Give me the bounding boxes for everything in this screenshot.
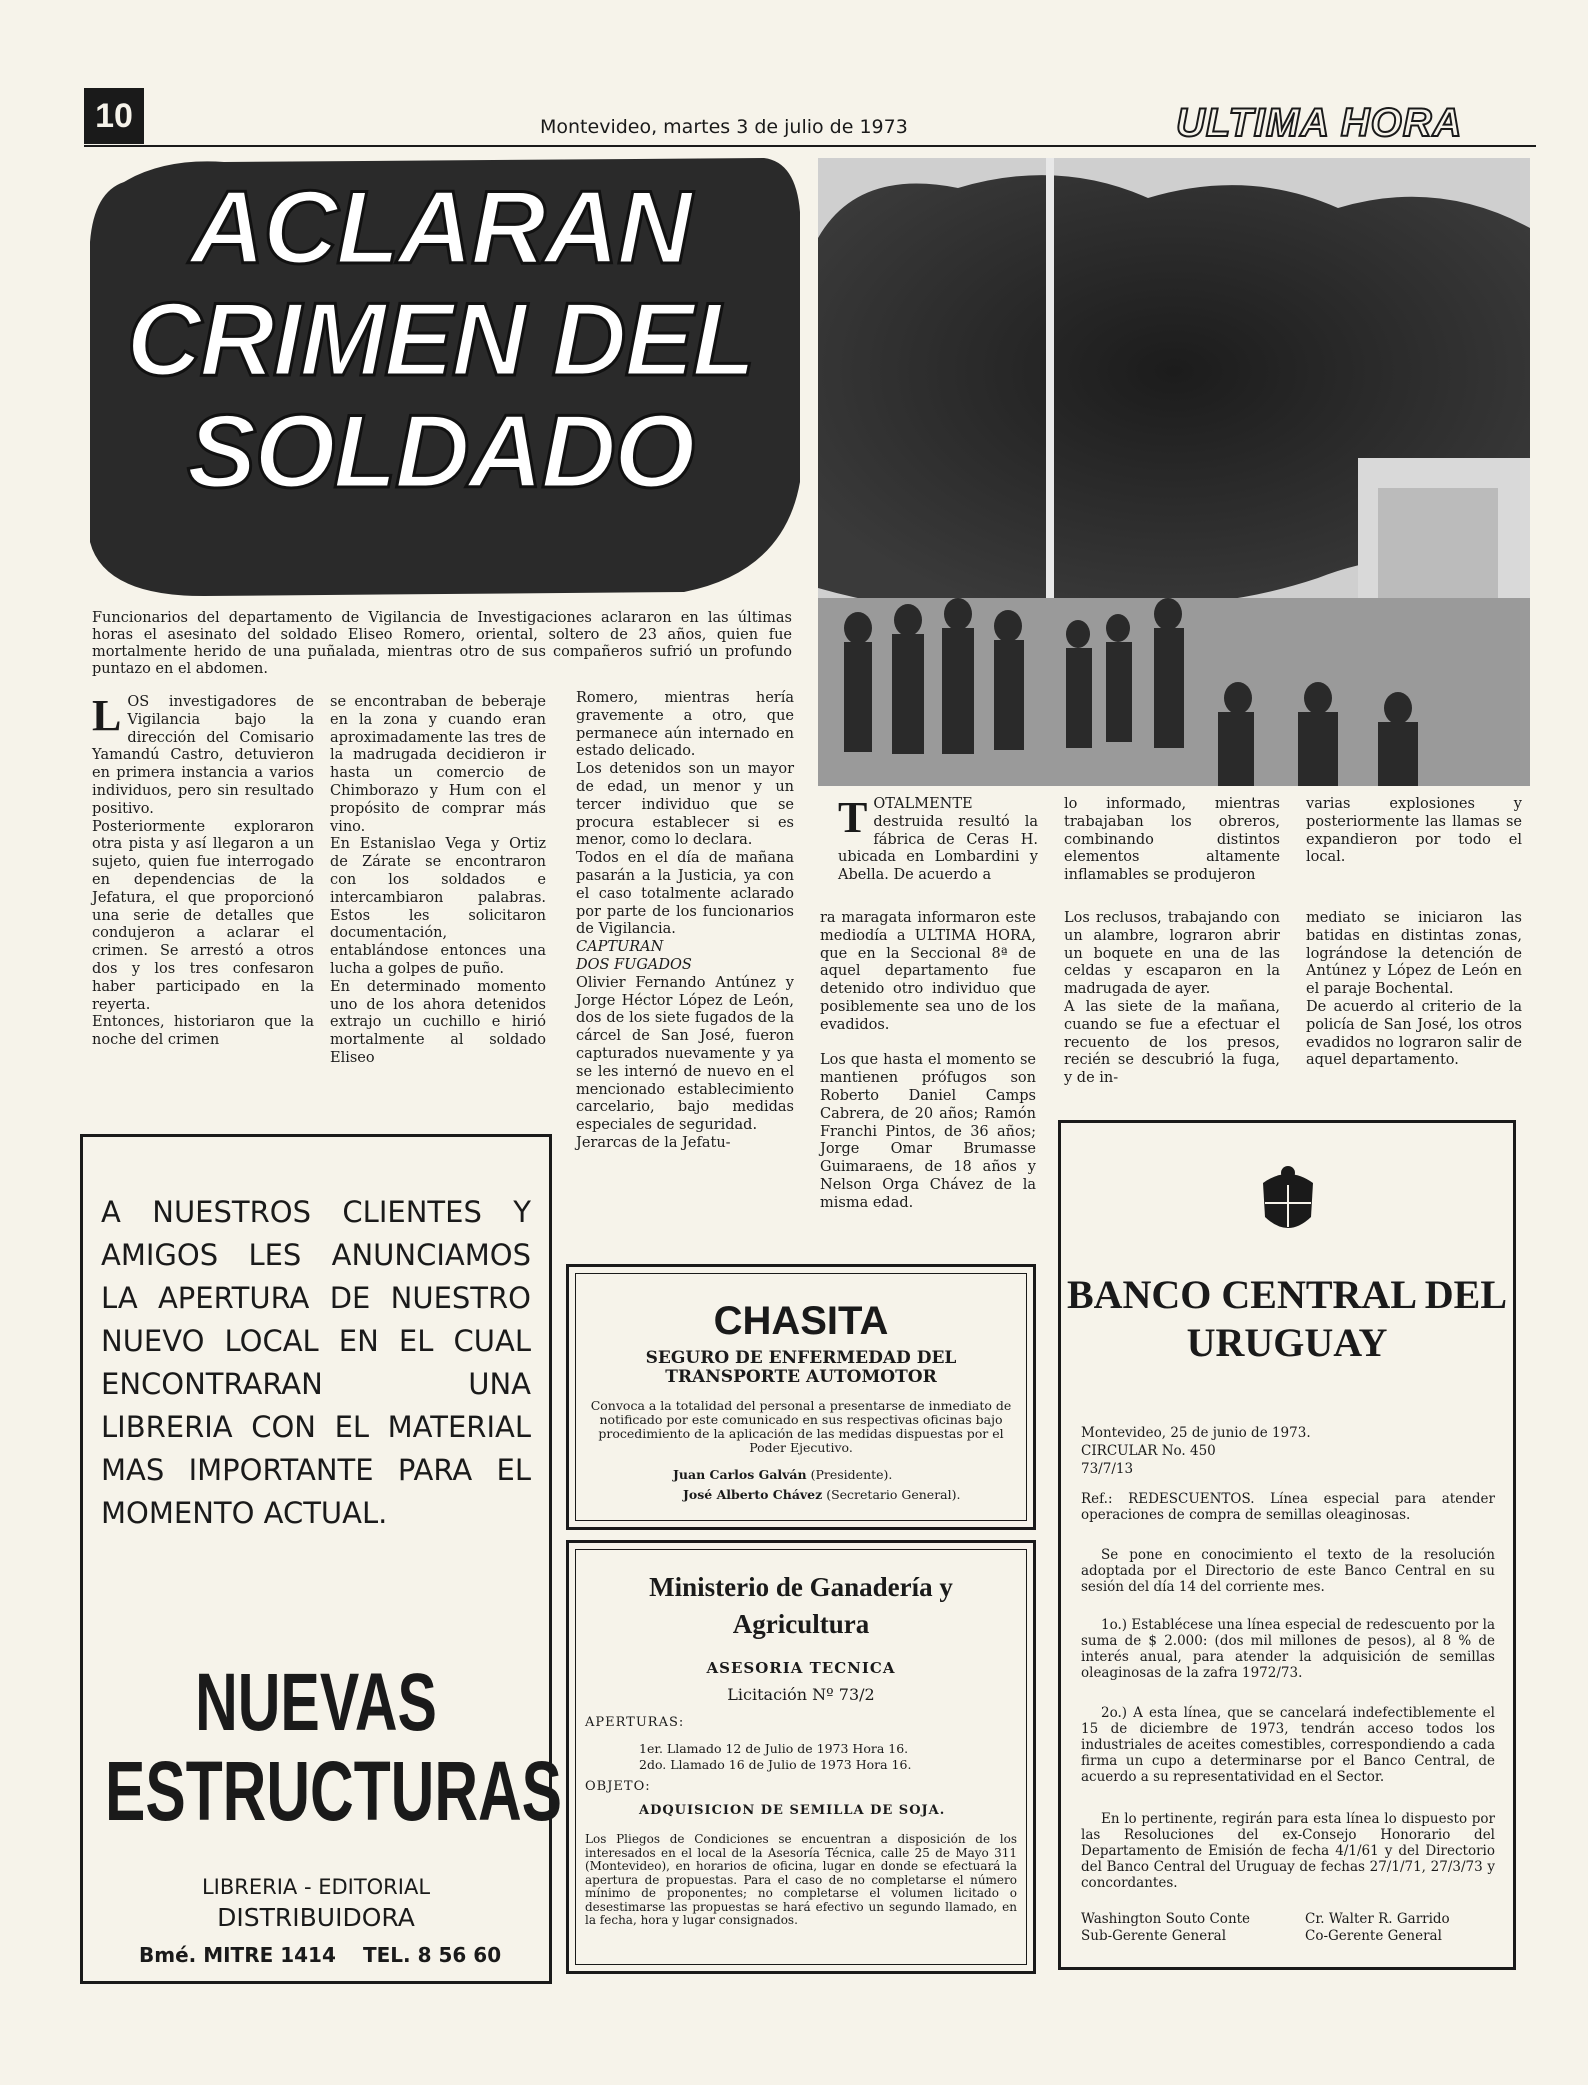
- header-rule: [84, 145, 1536, 147]
- ad-libreria-address: Bmé. MITRE 1414: [139, 1943, 336, 1967]
- fugitives-column-1: ra maragata informaron este mediodía a ULTIMA HORA, que en la Seccional 8ª de aquel departamento fue detenido otro individuo que posiblemente sea uno de los evadidos. Los que hasta el momento se mantienen prófugos son Roberto Daniel Camps Cabrera, de 20 años; Ramón Franchi Pintos, de 36 años; Jorge Omar Brumasse Guimaraens, de 18 años y Nelson Orga Chávez de la misma edad.: [820, 910, 1036, 1211]
- ad-chasita-body: Convoca a la totalidad del personal a presentarse de inmediato de notificado por este comunicado en sus respectivas oficinas bajo procedimiento de la aplicación de las medidas dispuestas por el Poder Ejecutivo.: [590, 1398, 1012, 1455]
- drop-cap: T: [838, 793, 868, 842]
- ad-chasita: [566, 1264, 1036, 1530]
- ad-libreria-tagline-1: LIBRERIA - EDITORIAL: [201, 1875, 431, 1899]
- signature-role: Sub-Gerente General: [1081, 1928, 1227, 1944]
- masthead-text: ULTIMA HORA: [1176, 101, 1463, 145]
- fire-photo-image: [818, 158, 1530, 786]
- main-story-lead: Funcionarios del departamento de Vigilancia de Investigaciones aclararon en las últimas horas el asesinato del soldado Eliseo Romero, oriental, soltero de 23 años, quien fue mortalmente herido de una puñalada, mientras otro de sus compañeros sufrió un profundo puntazo en el abdomen.: [92, 610, 792, 677]
- ad-banco-signature-1: [1081, 1911, 1250, 1945]
- ad-libreria-tagline-2: DISTRIBUIDORA: [217, 1903, 415, 1932]
- headline-line-1: ACLARAN: [189, 170, 691, 286]
- ad-banco-ref-no: 73/7/13: [1081, 1461, 1134, 1477]
- ad-banco-title: BANCO CENTRAL DEL URUGUAY: [1066, 1272, 1508, 1365]
- page-number: 10: [84, 88, 144, 144]
- headline: [120, 172, 760, 508]
- ad-banco-ref: Ref.: REDESCUENTOS. Línea especial para atender operaciones de compra de semillas oleaginosas.: [1081, 1491, 1495, 1523]
- fugitives-column-2: Los reclusos, trabajando con un alambre, lograron abrir un boquete en una de las celdas y escaparon en la madrugada de ayer. A las siete de la mañana, cuando se fue a efectuar el recuento de los presos, recién se descubrió la fuga, y de in-: [1064, 910, 1280, 1087]
- fire-story-column-2: lo informado, mientras trabajaban los obreros, combinando distintos elementos altamente inflamables se produjeron: [1064, 796, 1280, 884]
- main-story-column-1: [92, 691, 314, 1050]
- uruguay-coat-of-arms-icon: [1253, 1165, 1323, 1245]
- ad-chasita-title: CHASITA: [713, 1299, 889, 1343]
- ad-ministerio-licitacion: Licitación Nº 73/2: [727, 1685, 875, 1704]
- signature-role: (Secretario General).: [826, 1487, 961, 1502]
- ad-banco-paragraph-3: 2o.) A esta línea, que se cancelará indefectiblemente el 15 de diciembre de 1973, tendrán acceso todos los industriales de aceites comestibles, correspondiendo a cada firma un cupo a determinarse por el Banco Central, de acuerdo a su representatividad en el Sector.: [1081, 1705, 1495, 1785]
- main-story-column-3: [576, 690, 794, 1153]
- ad-libreria-announcement: A NUESTROS CLIENTES Y AMIGOS LES ANUNCIAMOS LA APERTURA DE NUESTRO NUEVO LOCAL EN EL CUAL ENCONTRARAN UNA LIBRERIA CON EL MATERIAL MAS IMPORTANTE PARA EL MOMENTO ACTUAL.: [101, 1195, 531, 1530]
- ad-ministerio-body: Los Pliegos de Condiciones se encuentran a disposición de los interesados en el local de la Asesoría Técnica, calle 25 de Mayo 311 (Montevideo), en horarios de oficina, lugar en donde se efectuará la apertura de propuestas. Para el caso de no completarse el número mínimo de proponentes; no completarse el volumen licitado o desestimarse las propuestas se hará efectivo un segundo llamado, en la fecha, hora y lugar consignados.: [585, 1832, 1017, 1927]
- ad-ministerio-objeto: ADQUISICION DE SEMILLA DE SOJA.: [639, 1803, 946, 1818]
- ad-ministerio-title: Ministerio de Ganadería y Agricultura: [649, 1572, 953, 1639]
- signature-name: Cr. Walter R. Garrido: [1305, 1911, 1450, 1927]
- signature-name: José Alberto Chávez: [683, 1487, 823, 1502]
- masthead-logo: [1176, 100, 1536, 146]
- ad-banco-paragraph-4: En lo pertinente, regirán para esta línea lo dispuesto por las Resoluciones del ex-Consejo Honorario del Departamento de Emisión de fecha 4/1/61 y del Directorio del Banco Central del Uruguay de fechas 27/1/71, 27/3/73 y concordantes.: [1081, 1811, 1495, 1891]
- ad-libreria: [80, 1134, 563, 1984]
- ad-banco-paragraph-2: 1o.) Establécese una línea especial de redescuento por la suma de $ 2.000: (dos mil millones de pesos), al 8 % de interés anual, para atender la adquisición de semillas oleaginosas de la zafra 1972/73.: [1081, 1617, 1495, 1681]
- headline-line-2: CRIMEN DEL: [126, 282, 754, 398]
- column-text: OS investigadores de Vigilancia bajo la dirección del Comisario Yamandú Castro, detuvieron en primera instancia a varios individuos, pero sin resultado positivo. Posteriormente exploraron otra pista y así llegaron a un sujeto, quien fue interrogado en dependencias de la Jefatura, el que proporcionó una serie de detalles que condujeron a aclarar el crimen. Se arrestó a otros dos y los tres confesaron haber participado en la reyerta. Entonces, historiaron que la noche del crimen: [92, 694, 314, 1049]
- fire-photo: [818, 158, 1530, 786]
- ad-chasita-signature-1: [673, 1467, 892, 1482]
- headline-line-3: SOLDADO: [187, 394, 693, 510]
- ad-banco-date: Montevideo, 25 de junio de 1973.: [1081, 1425, 1311, 1441]
- ad-libreria-brand-1: NUEVAS: [195, 1657, 437, 1748]
- ad-ministerio-llamado-2: 2do. Llamado 16 de Julio de 1973 Hora 16.: [639, 1757, 912, 1772]
- signature-role: Co-Gerente General: [1305, 1928, 1442, 1944]
- column-text: Romero, mientras hería gravemente a otro, que permanece aún internado en estado delicado. Los detenidos son un mayor de edad, un menor y un tercer individuo que se procura establecer si es menor, como lo declara. Todos en el día de mañana pasarán a la Justicia, ya con el caso totalmente aclarado por parte de los funcionarios de Vigilancia.: [576, 690, 794, 938]
- subhead-capturan: CAPTURAN DOS FUGADOS: [576, 939, 692, 973]
- signature-role: (Presidente).: [810, 1467, 893, 1482]
- ad-chasita-signature-2: [683, 1487, 960, 1502]
- ad-chasita-subtitle: SEGURO DE ENFERMEDAD DEL TRANSPORTE AUTOMOTOR: [645, 1348, 957, 1387]
- main-story-column-2: se encontraban de beberaje en la zona y cuando eran aproximadamente las tres de la madrugada decidieron ir hasta un comercio de Chimborazo y Hum con el propósito de comprar más vino. En Estanislao Vega y Ortiz de Zárate se encontraron con los soldados e intercambiaron palabras. Estos les solicitaron documentación, entablándose entonces una lucha a golpes de puño. En determinado momento uno de los ahora detenidos extrajo un cuchillo e hirió mortalmente al soldado Eliseo: [330, 694, 546, 1066]
- ad-banco-circular: CIRCULAR No. 450: [1081, 1443, 1216, 1459]
- signature-name: Juan Carlos Galván: [673, 1467, 807, 1482]
- ad-banco-central: [1058, 1120, 1516, 1970]
- fugitives-column-3: mediato se iniciaron las batidas en distintas zonas, lográndose la detención de Antúnez y López de León en el paraje Bochental. De acuerdo al criterio de la policía de San José, los otros evadidos no lograron salir de aquel departamento.: [1306, 910, 1522, 1069]
- ad-libreria-brand-2: ESTRUCTURAS: [105, 1744, 563, 1838]
- ad-banco-paragraph-1: Se pone en conocimiento el texto de la resolución adoptada por el Directorio de este Banco Central en su sesión del día 14 del corriente mes.: [1081, 1547, 1495, 1595]
- fire-story-column-1: [838, 793, 1038, 885]
- ad-ministerio-dept: ASESORIA TECNICA: [706, 1659, 896, 1677]
- column-text: OTALMENTE destruida resultó la fábrica de Ceras H. ubicada en Lombardini y Abella. De acuerdo a: [838, 796, 1038, 884]
- drop-cap: L: [92, 691, 122, 740]
- ad-libreria-phone: TEL. 8 56 60: [363, 1943, 502, 1967]
- ad-ministerio-aperturas-label: APERTURAS:: [585, 1715, 685, 1730]
- ad-ministerio-llamado-1: 1er. Llamado 12 de Julio de 1973 Hora 16.: [639, 1741, 909, 1756]
- ad-ministerio: [566, 1540, 1036, 1974]
- fire-story-column-3: varias explosiones y posteriormente las llamas se expandieron por todo el local.: [1306, 796, 1522, 866]
- ad-banco-signature-2: [1305, 1911, 1450, 1945]
- dateline: Montevideo, martes 3 de julio de 1973: [540, 116, 908, 138]
- signature-name: Washington Souto Conte: [1081, 1911, 1251, 1927]
- column-text: Olivier Fernando Antúnez y Jorge Héctor López de León, dos de los siete fugados de la cárcel de San José, fueron capturados nuevamente y ya se les internó de nuevo en el mencionado establecimiento carcelario, bajo medidas especiales de seguridad. Jerarcas de la Jefatu-: [576, 974, 794, 1151]
- ad-ministerio-objeto-label: OBJETO:: [585, 1779, 651, 1794]
